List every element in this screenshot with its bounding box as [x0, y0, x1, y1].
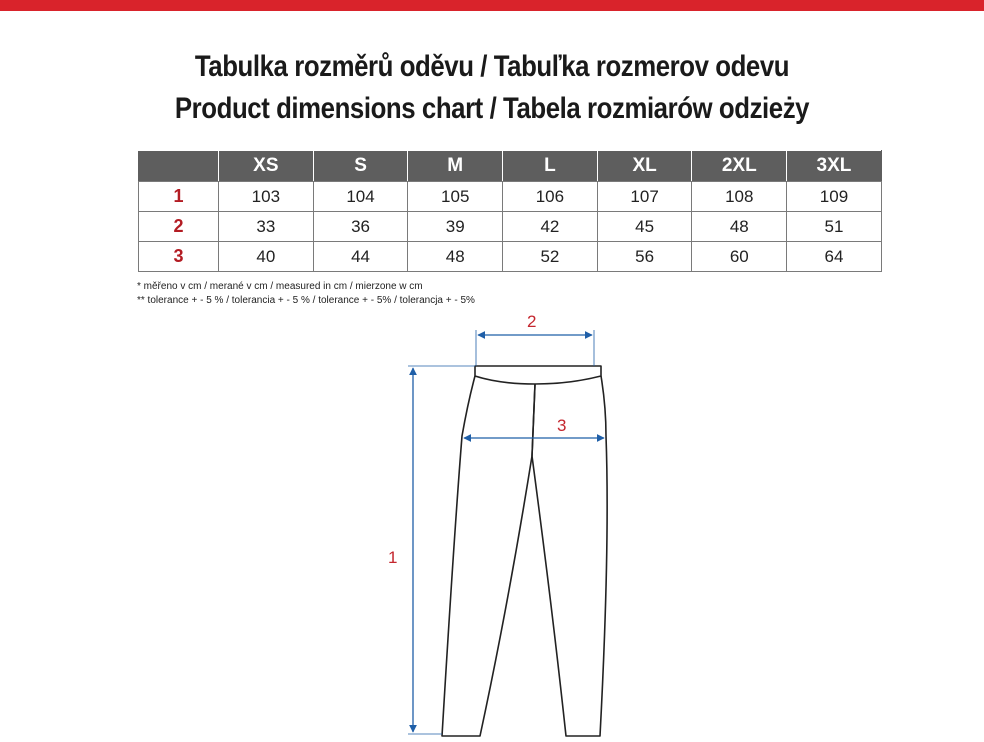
table-cell: 106	[503, 182, 598, 212]
dimension-label-3: 3	[557, 416, 567, 435]
table-header-row	[139, 151, 882, 182]
table-cell: 52	[503, 242, 598, 272]
table-cell: 48	[692, 212, 787, 242]
top-accent-bar	[0, 0, 984, 11]
table-cell: 33	[219, 212, 314, 242]
table-cell: 105	[408, 182, 503, 212]
table-cell: 44	[313, 242, 408, 272]
header-size-m: M	[408, 151, 503, 182]
table-cell: 45	[597, 212, 692, 242]
dimension-label-1: 1	[388, 548, 398, 567]
table-corner-cell	[139, 151, 219, 182]
table-row	[139, 182, 882, 212]
header-size-3xl: 3XL	[787, 151, 882, 182]
page-title-line-2: Product dimensions chart / Tabela rozmiarów odzieży	[174, 92, 810, 125]
table-cell: 48	[408, 242, 503, 272]
row-label-1: 1	[139, 182, 219, 212]
table-cell: 107	[597, 182, 692, 212]
table-cell: 60	[692, 242, 787, 272]
row-label-2: 2	[139, 212, 219, 242]
table-cell: 56	[597, 242, 692, 272]
pants-measurement-diagram	[380, 306, 620, 742]
table-cell: 64	[787, 242, 882, 272]
waistband-shape	[475, 366, 601, 384]
table-cell: 36	[313, 212, 408, 242]
pants-outline	[442, 366, 607, 736]
pants-leg-left	[442, 376, 535, 736]
dimension-label-2: 2	[527, 312, 537, 331]
header-size-xs: XS	[219, 151, 314, 182]
header-size-2xl: 2XL	[692, 151, 787, 182]
crotch-seam	[532, 384, 535, 456]
header-size-s: S	[313, 151, 408, 182]
table-cell: 51	[787, 212, 882, 242]
measurement-unit-note: * měřeno v cm / merané v cm / measured in cm / mierzone w cm	[137, 281, 423, 292]
size-chart-table	[138, 150, 882, 272]
table-cell: 40	[219, 242, 314, 272]
dimension-waist	[476, 330, 594, 366]
table-cell: 103	[219, 182, 314, 212]
table-cell: 109	[787, 182, 882, 212]
table-cell: 39	[408, 212, 503, 242]
tolerance-note: ** tolerance + - 5 % / tolerancia + - 5 % / tolerance + - 5% / tolerancja + - 5%	[137, 295, 475, 306]
table-cell: 108	[692, 182, 787, 212]
table-row	[139, 212, 882, 242]
page-title-line-1: Tabulka rozměrů oděvu / Tabuľka rozmerov odevu	[194, 50, 790, 83]
table-cell: 42	[503, 212, 598, 242]
row-label-3: 3	[139, 242, 219, 272]
table-cell: 104	[313, 182, 408, 212]
table-row	[139, 242, 882, 272]
header-size-xl: XL	[597, 151, 692, 182]
pants-leg-right	[532, 376, 607, 736]
header-size-l: L	[503, 151, 598, 182]
